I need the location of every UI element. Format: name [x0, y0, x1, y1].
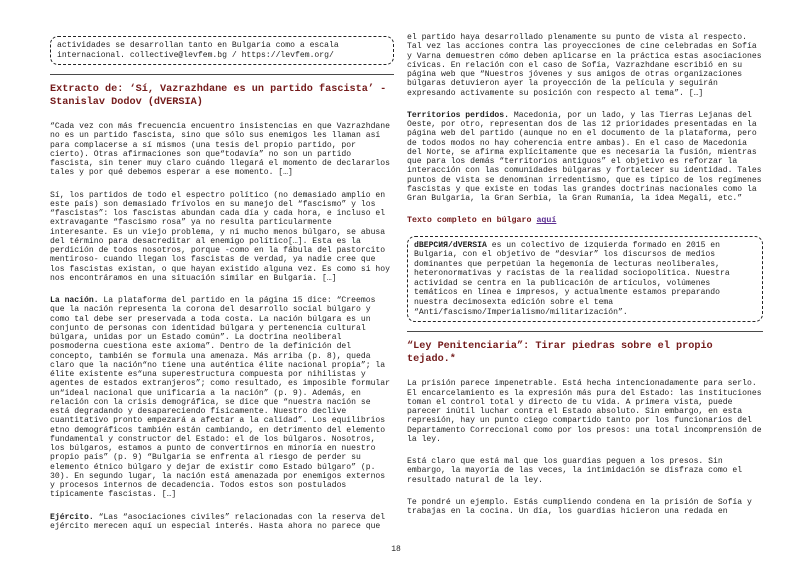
article-heading-extracto: Extracto de: ‘Sí, Vazrazhdane es un partido fascista’ - Stanislav Dodov (dVERSIA)	[50, 84, 387, 109]
paragraph	[407, 111, 763, 204]
levfem-contact-box	[50, 36, 394, 65]
paragraph-text: Está claro que está mal que los guardias peguen a los presos. Sin embargo, la mayoría de las veces, la intimidación se disfraza como el resultado natural de la ley.	[407, 457, 743, 485]
paragraph	[50, 191, 394, 284]
paragraph-text: Te pondré un ejemplo. Estás cumpliendo condena en la prisión de Sofía y trabajas en la cocina. Un día, los guardias hicieron una redada en	[407, 497, 752, 516]
full-text-label: Texto completo en búlgaro	[407, 216, 537, 226]
paragraph-lead: Ejército.	[50, 512, 94, 522]
paragraph	[407, 379, 763, 444]
paragraph-text: Macedonia, por un lado, y las Tierras Lejanas del Oeste, por otro, representan dos de las 12 prioridades presentadas en la página web del partido (aunque no en el documento de la plataforma, pero de todos modos no hay coherencia entre ambas). En el caso de Macedonia del Norte, se afirma explícitamente que es necesaria la fusión, mientras que para los demás “territorios antiguos” el objetivo es reforzar la interacción con las comunidades búlgaras y fortalecer su identidad. Tales puntos de vista se denominan irredentismo, que es típico de los regímenes fascistas y que existe en todas las grandes doctrinas nacionales como la Gran Bulgaria, la Gran Serbia, la Gran Rumanía, la idea Megali, etc.”	[407, 110, 762, 203]
section-divider	[50, 74, 394, 75]
paragraph	[407, 33, 763, 98]
paragraph-text: La plataforma del partido en la página 15 dice: “Creemos que la nación representa la corona del desarrollo social búlgaro y como tal debe ser preservada a toda costa. La nación búlgara es un conjunto de personas con identidad búlgara y pertenencia cultural búlgara, unidas por un Estado común”. La doctrina neoliberal posmoderna cuestiona este axioma”. Dentro de la definición del concepto, también se formula una amenaza. Más arriba (p. 8), queda claro que la nación“no tiene una auténtica élite nacional propia”; la élite existente es“una superestructura compuesta por nihilistas y agentes de estados extranjeros”; como resultado, es imposible formular un“ideal nacional que unificaría a la nación” (p. 9). Además, en relación con la crisis demográfica, se dice que “nuestra nación se está degradando y desapareciendo físicamente. Nuestro declive cuantitativo pronto empezará a afectar a la calidad”. Los equilibrios etno demográficos también están cambiando, en detrimento del elemento fundamental y constructor del Estado: el de los búlgaros. Nosotros, los búlgaros, estamos a punto de convertirnos en minoría en nuestro propio país” (p. 9) “Bulgaria se enfrenta al riesgo de perder su elemento étnico búlgaro y dejar de existir como Estado búlgaro” (p. 30). En segundo lugar, la nación está amenazada por enemigos externos y procesos internos de decadencia. Todos estos son postulados típicamente fascistas. […]	[50, 296, 390, 500]
paragraph	[407, 498, 763, 517]
paragraph-text: “Las “asociaciones civiles” relacionadas con la reserva del ejército merecen aquí un especial interés. Hasta ahora no parece que	[50, 512, 386, 531]
section-divider	[407, 331, 763, 332]
paragraph-text: Sí, los partidos de todo el espectro político (no demasiado amplio en este país) son demasiado frívolos en su manejo del “fascismo” y los “fascistas”: los fascistas abundan cada día y cada hora, e incluso el extravagante “fascismo rosa” ya no resulta particularmente interesante. Es un viejo problema, y ni mucho menos búlgaro, se abusa del término para desacreditar al enemigo político[…]. Esta es la perdición de todos nosotros, porque -como en la fábula del pastorcito mentiroso- cuando llegan los fascistas de verdad, ya nadie cree que los fascistas existan, o que hayan existido alguna vez. Es como si hoy nos encontráramos en una situación similar en Bulgaria. […]	[50, 190, 390, 283]
article-heading-ley-penitenciaria: “Ley Penitenciaria”: Tirar piedras sobre el propio tejado.*	[407, 341, 713, 366]
paragraph-text: “Cada vez con más frecuencia encuentro insistencias en que Vazrazhdane no es un partido fascista, sino que sólo sus enemigos les llaman así para complacerse a sí mismos (una tesis del propio partido, por cierto). Otras afirmaciones son que“todavía” no son un partido fascista, sin tener muy claro cuándo llegará el momento de declararlos tales y por qué debemos esperar a ese momento. […]	[50, 122, 390, 178]
paragraph-text: el partido haya desarrollado plenamente su punto de vista al respecto. Tal vez las acciones contra las proyecciones de cine celebradas en Sofía y Varna demuestren cómo deben aplicarse en la práctica estas asociaciones cívicas. En relación con el caso de Sofía, Vazrazhdane escribió en su página web que “Nuestros jóvenes y sus amigos de otras organizaciones búlgaras detuvieron ayer la proyección de la película y seguirán expresando activamente su posición con respecto al tema”. […]	[407, 33, 762, 98]
paragraph-lead: Territorios perdidos.	[407, 110, 509, 120]
paragraph-text: La prisión parece impenetrable. Está hecha intencionadamente para serlo. El encarcelamiento es la expresión más pura del Estado: las instituciones toman el control total y directo de tu vida. A primera vista, puede parecer inútil luchar contra el Estado absoluto. Sin embargo, en esta represión, hay un punto ciego compartido tanto por los funcionarios del Departamento Correccional como por los presos: una total incomprensión de la ley.	[407, 379, 762, 444]
right-column	[407, 0, 763, 529]
paragraph	[50, 296, 394, 500]
paragraph-lead: La nación.	[50, 296, 99, 306]
paragraph	[50, 122, 394, 178]
contact-box-text: actividades se desarrollan tanto en Bulgaria como a escala internacional. collective@levfem.bg / https://levfem.org/	[57, 41, 339, 60]
about-box-lead: dВЕРСИЯ/dVERSIA	[414, 240, 487, 250]
about-box-text: es un colectivo de izquierda formado en 2015 en Bulgaria, con el objetivo de “desviar” los discursos de medios dominantes que perpetúan la hegemonía de lecturas neoliberales, heteronormativas y racistas de la realidad sociopolítica. Nuestra actividad se centra en la publicación de artículos, volúmenes temáticos en línea e impresos, y actualmente estamos preparando nuestra decimosexta edición sobre el tema “Anti/fascismo/Imperialismo/militarización”.	[414, 240, 730, 317]
full-text-link[interactable]: aquí	[536, 216, 557, 226]
paragraph	[407, 457, 763, 485]
paragraph	[50, 513, 394, 532]
left-column	[50, 0, 394, 544]
dversia-about-box	[407, 236, 763, 323]
full-text-line	[407, 216, 763, 225]
page-number: 18	[391, 545, 401, 554]
